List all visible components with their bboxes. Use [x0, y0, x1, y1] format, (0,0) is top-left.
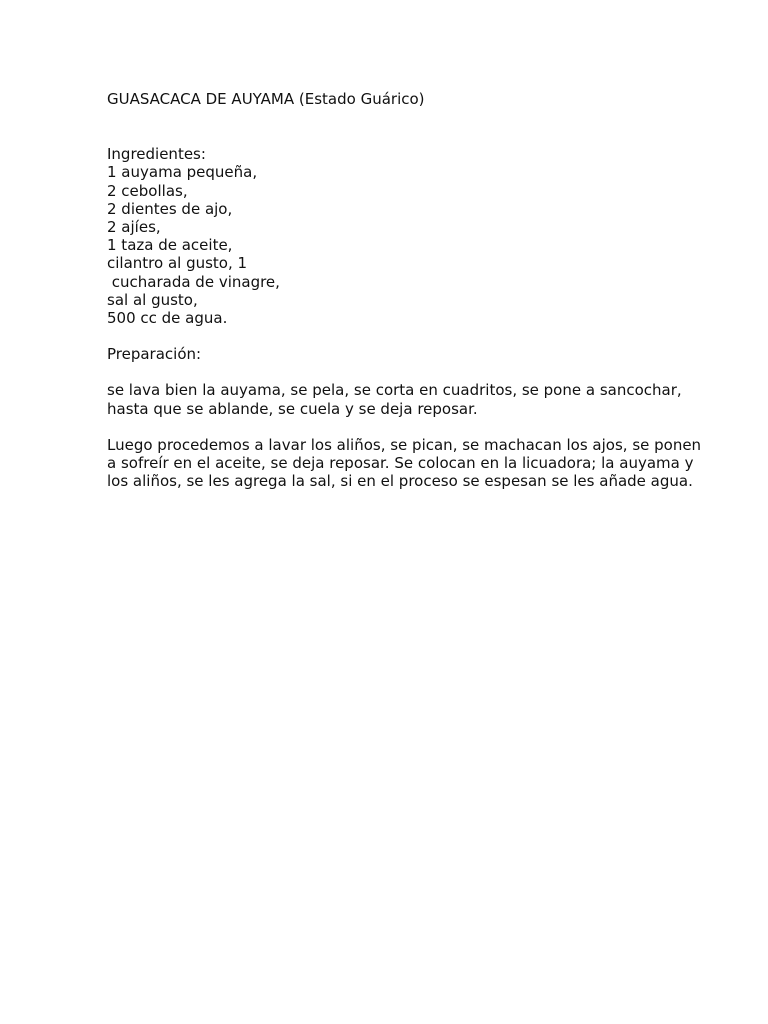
ingredient-item: sal al gusto,: [107, 290, 198, 309]
ingredients-heading: Ingredientes:: [107, 145, 206, 164]
recipe-title: GUASACACA DE AUYAMA (Estado Guárico): [107, 90, 425, 108]
ingredient-item: cucharada de vinagre,: [107, 272, 280, 291]
ingredient-item: 500 cc de agua.: [107, 309, 228, 328]
preparation-heading: Preparación:: [107, 345, 202, 364]
ingredient-item: 1 auyama pequeña,: [107, 163, 258, 182]
document-page: [107, 90, 707, 508]
ingredient-item: 2 cebollas,: [107, 181, 188, 200]
preparation-paragraph-1: se lava bien la auyama, se pela, se corta en cuadritos, se pone a sancochar, hasta que se ablande, se cuela y se deja reposar.: [107, 381, 682, 418]
ingredient-item: 2 dientes de ajo,: [107, 199, 233, 218]
preparation-paragraph-2: Luego procedemos a lavar los aliños, se pican, se machacan los ajos, se ponen a sofreír en el aceite, se deja reposar. Se colocan en la licuadora; la auyama y los aliños, se les agrega la sal, si en el proceso se espesan se les añade agua.: [107, 435, 702, 491]
ingredient-item: 1 taza de aceite,: [107, 236, 233, 255]
ingredient-list: [107, 163, 707, 327]
ingredient-item: cilantro al gusto, 1: [107, 254, 248, 273]
ingredient-item: 2 ajíes,: [107, 218, 161, 237]
